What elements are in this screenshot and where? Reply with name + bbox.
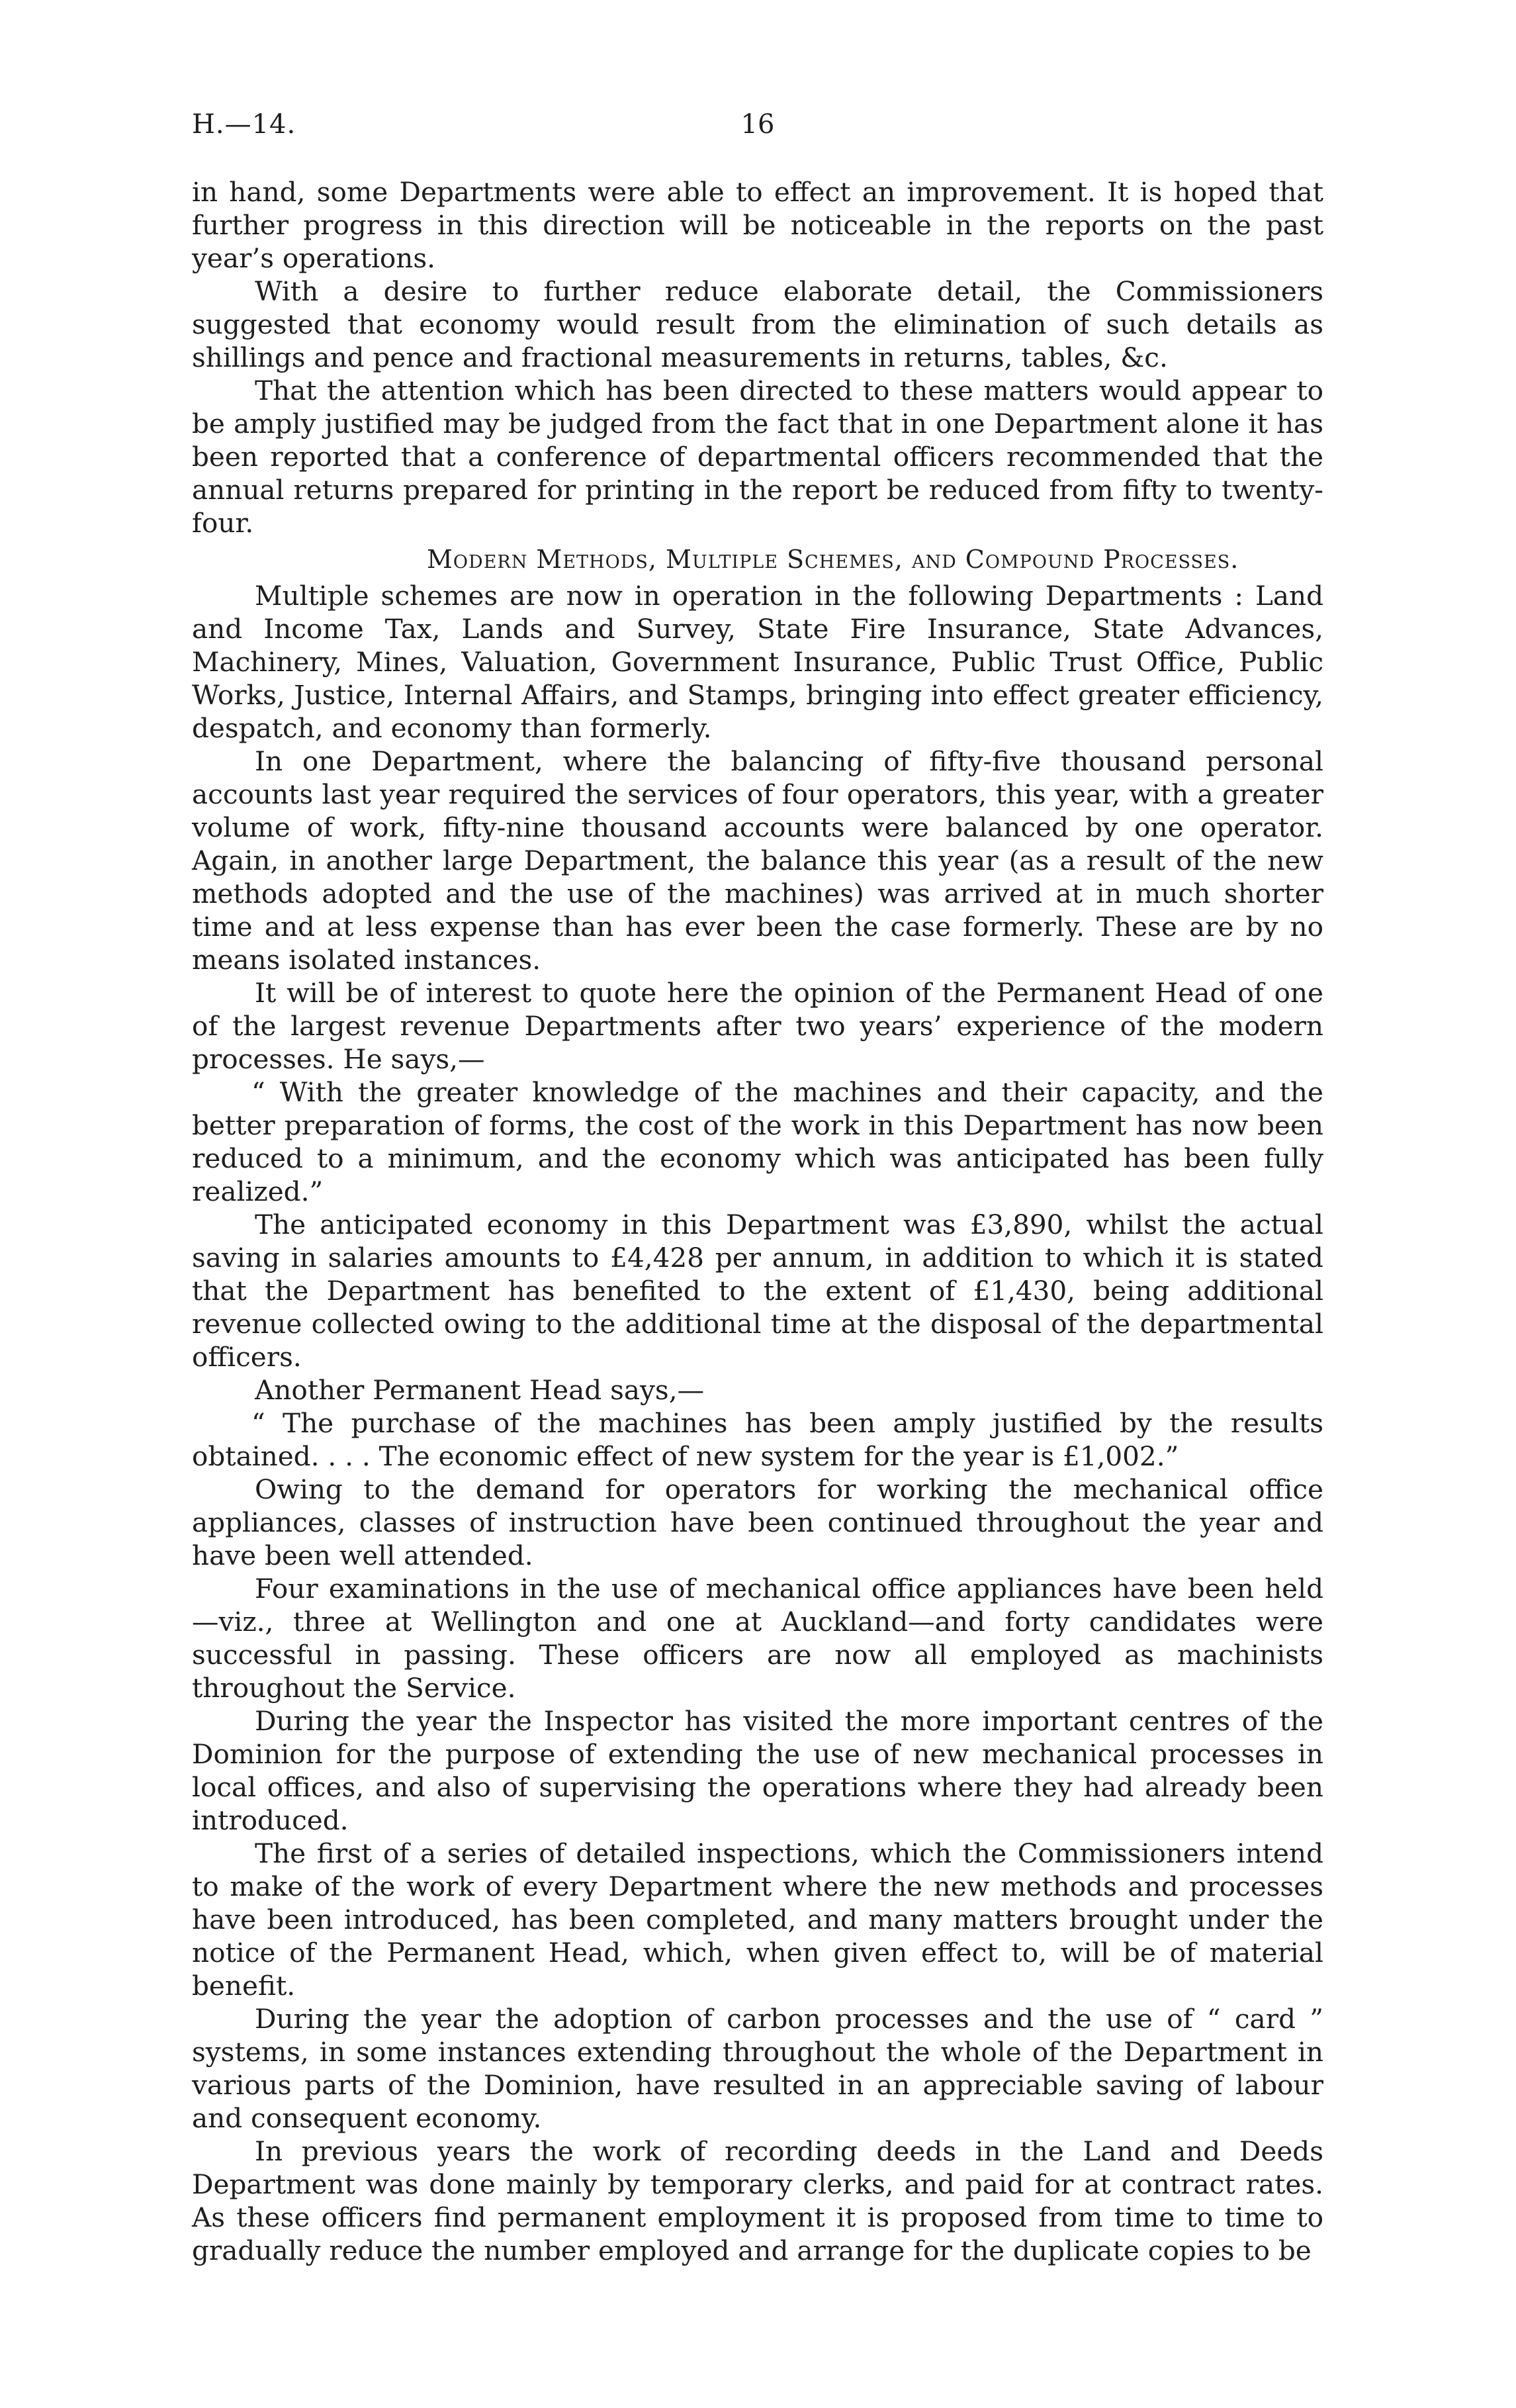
- section-heading: Modern Methods, Multiple Schemes, and Compound Processes.: [427, 545, 1239, 574]
- paragraph-balancing-accounts: In one Department, where the balancing of fifty-five thousand personal accounts last year required the services of four operators, this year, with a greater volume of work, fifty-nine thousand accounts were balanced by one operator. Again, in another large Department, the balance this year (as a result of the new methods adopted and the use of the machines) was arrived at in much shorter time and at less expense than has ever been the case formerly. These are by no means isolated instances.: [192, 745, 1323, 976]
- paragraph-attention-justified: That the attention which has been directed to these matters would appear to be amply justified may be judged from the fact that in one Department alone it has been reported that a conference of departmental officers recommended that the annual returns prepared for printing in the report be reduced from fifty to twenty-four.: [192, 375, 1323, 539]
- paragraph-another-head: Another Permanent Head says,—: [255, 1374, 705, 1406]
- paragraph-anticipated-economy: The anticipated economy in this Department was £3,890, whilst the actual saving in salaries amounts to £4,428 per annum, in addition to which it is stated that the Department has benefited to the extent of £1,430, being additional revenue collected owing to the additional time at the disposal of the departmental officers.: [192, 1209, 1323, 1373]
- paragraph-recording-deeds: In previous years the work of recording deeds in the Land and Deeds Department was done mainly by temporary clerks, and paid for at contract rates. As these officers find permanent employment it is proposed from time to time to gradually reduce the number employed and arrange for the duplicate copies to be: [192, 2135, 1323, 2266]
- paragraph-carbon-processes: During the year the adoption of carbon processes and the use of “ card ” systems, in some instances extending throughout the whole of the Department in various parts of the Dominion, have resulted in an appreciable saving of labour and consequent economy.: [192, 2003, 1323, 2134]
- paragraph-inspector-visits: During the year the Inspector has visited the more important centres of the Dominion for the purpose of extending the use of new mechanical processes in local offices, and also of supervising the operations where they had already been introduced.: [192, 1705, 1323, 1836]
- page-number: 16: [740, 109, 775, 140]
- quote-second-head: “ The purchase of the machines has been amply justified by the results obtained. . . . The economic effect of new system for the year is £1,002.”: [192, 1407, 1323, 1472]
- paragraph-continuation: in hand, some Departments were able to effect an improvement. It is hoped that further progress in this direction will be noticeable in the reports on the past year’s operations.: [192, 176, 1323, 274]
- paragraph-reduce-detail: With a desire to further reduce elaborate detail, the Commissioners suggested that economy would result from the elimination of such details as shillings and pence and fractional measurements in returns, tables, &c.: [192, 275, 1323, 373]
- paragraph-detailed-inspections: The first of a series of detailed inspections, which the Commissioners intend to make of the work of every Department where the new methods and processes have been introduced, has been completed, and many matters brought under the notice of the Permanent Head, which, when given effect to, will be of material benefit.: [192, 1837, 1323, 2002]
- quote-first-head: “ With the greater knowledge of the machines and their capacity, and the better preparation of forms, the cost of the work in this Department has now been reduced to a minimum, and the economy which was anticipated has been fully realized.”: [192, 1076, 1323, 1207]
- paragraph-examinations: Four examinations in the use of mechanical office appliances have been held—viz., three at Wellington and one at Auckland—and forty candidates were successful in passing. These officers are now all employed as machinists throughout the Service.: [192, 1573, 1323, 1704]
- document-code: H.—14.: [192, 109, 296, 140]
- page-header: [192, 109, 1323, 149]
- paragraph-operator-classes: Owing to the demand for operators for working the mechanical office appliances, classes of instruction have been continued throughout the year and have been well attended.: [192, 1473, 1323, 1571]
- paragraph-multiple-schemes: Multiple schemes are now in operation in the following Departments : Land and Income Tax, Lands and Survey, State Fire Insurance, State Advances, Machinery, Mines, Valuation, Government Insurance, Public Trust Office, Public Works, Justice, Internal Affairs, and Stamps, bringing into effect greater efficiency, despatch, and economy than formerly.: [192, 580, 1323, 744]
- body-text: [192, 175, 1323, 2267]
- paragraph-permanent-head-opinion: It will be of interest to quote here the opinion of the Permanent Head of one of the largest revenue Departments after two years’ experience of the modern processes. He says,—: [192, 977, 1323, 1075]
